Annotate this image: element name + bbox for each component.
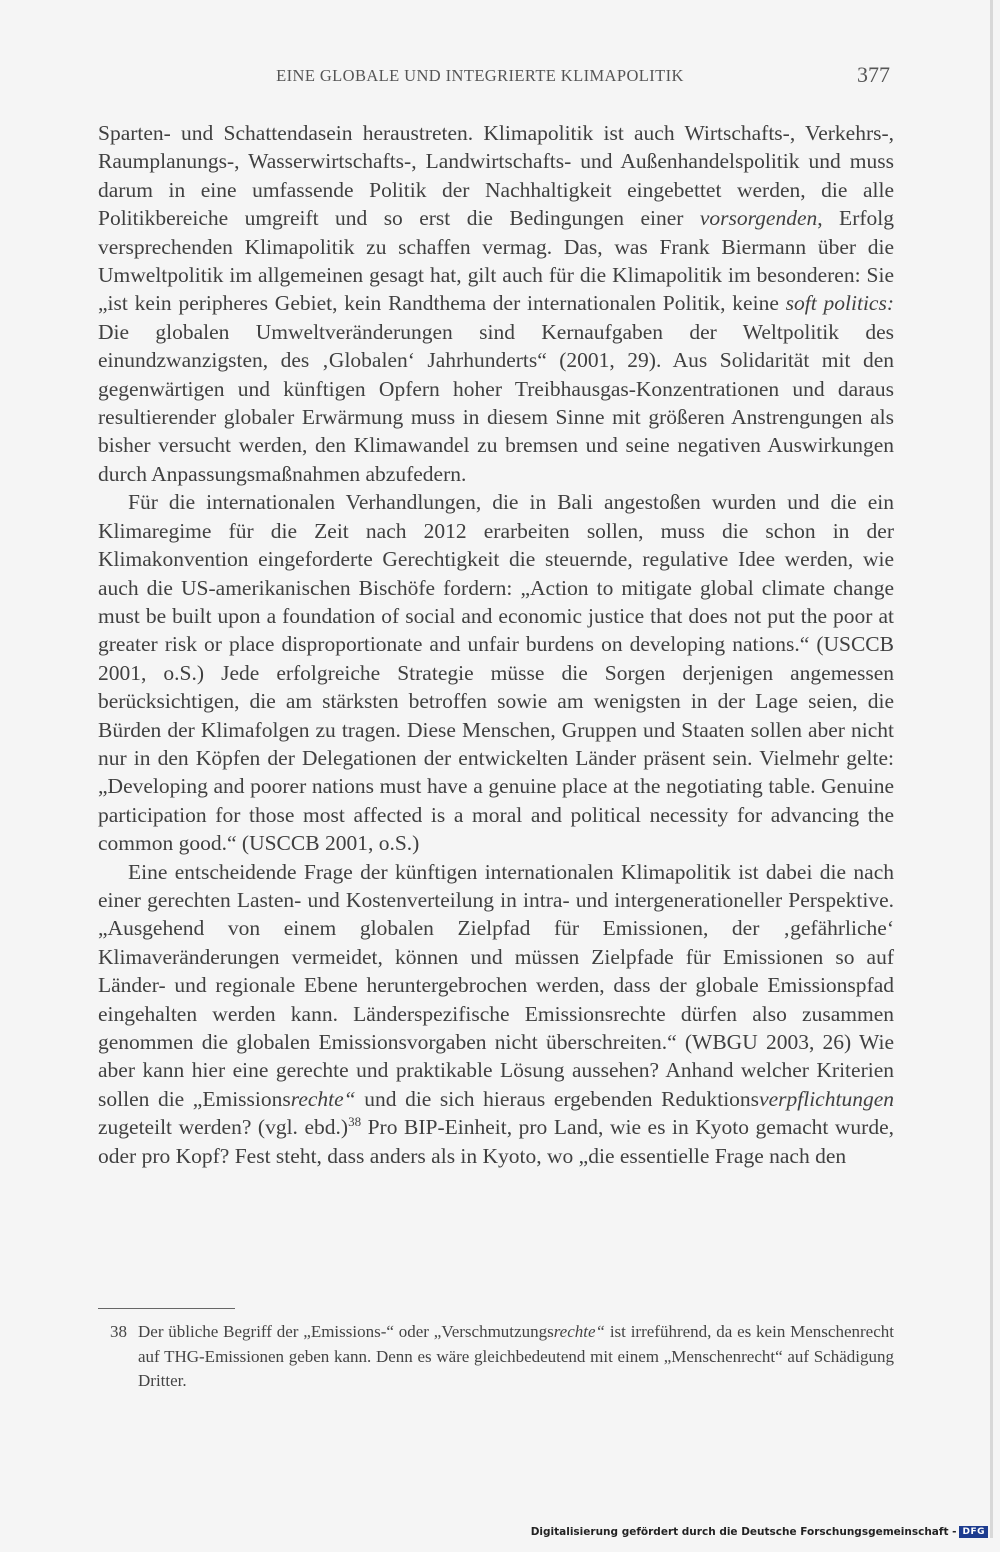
footnote-number: 38 [110,1322,127,1341]
footnote-text-a: Der übliche Begriff der „Emissions-“ oder „Verschmutzungs [138,1322,554,1341]
paragraph-3-emphasis-1: rechte“ [290,1086,356,1111]
footnote-text-b: ist irreführend, da es kein Menschenrecht auf THG-Emissionen geben kann. Denn es wäre gleichbedeutend mit einem „Menschenrecht“ auf Schädigung Dritter. [138,1322,894,1390]
page-number: 377 [857,62,890,87]
page-edge [990,0,993,1538]
paragraph-3-text-c: zugeteilt werden? (vgl. ebd.) [98,1115,349,1140]
footnote-emphasis: rechte“ [553,1322,605,1341]
paragraph-3-emphasis-2: verpflichtungen [759,1086,894,1111]
running-title: EINE GLOBALE UND INTEGRIERTE KLIMAPOLITIK [276,66,684,85]
footnote-reference[interactable]: 38 [348,1114,362,1130]
credit-text: Digitalisierung gefördert durch die Deutsche Forschungsgemeinschaft - [530,1526,957,1538]
footnote-text [110,1320,894,1394]
paragraph-1-text-b: , Erfolg versprechenden Klimapolitik zu schaffen vermag. Das, was Frank Biermann über die Umweltpolitik im allgemeinen gesagt hat, gilt auch für die Klimapolitik im besonderen: Sie „ist kein peripheres Gebiet, kein Randthema der internationalen Politik, keine [98,206,894,316]
footnote-divider [98,1308,235,1309]
paragraph-3 [98,858,894,1170]
main-text [98,119,894,1170]
paragraph-2: Für die internationalen Verhandlungen, die in Bali angestoßen wurden und die ein Klimaregime für die Zeit nach 2012 erarbeiten sollen, muss die schon in der Klimakonvention eingeforderte Gerechtigkeit die steuernde, regulative Idee werden, wie auch die US-amerikanischen Bischöfe fordern: „Action to mitigate global climate change must be built upon a foundation of social and economic justice that does not put the poor at greater risk or place disproportionate and unfair burdens on developing nations.“ (USCCB 2001, o.S.) Jede erfolgreiche Strategie müsse die Sorgen derjenigen angemessen berücksichtigen, die am stärksten betroffen sowie am wenigsten in der Lage seien, die Bürden der Klimafolgen zu tragen. Diese Menschen, Gruppen und Staaten sollen aber nicht nur in den Köpfen der Delegationen der entwickelten Länder präsent sein. Vielmehr gelte: „Developing and poorer nations must have a genuine place at the negotiating table. Genuine participation for those most affected is a moral and political necessity for advancing the common good.“ (USCCB 2001, o.S.) [98,490,894,856]
paragraph-1-text-a: Sparten- und Schattendasein heraustreten. Klimapolitik ist auch Wirtschafts-, Verkehrs-, Raumplanungs-, Wasserwirtschafts-, Landwirtschafts- und Außenhandelspolitik und muss darum in eine umfassende Politik der Nachhaltigkeit eingebettet werden, die alle Politikbereiche umgreift und so erst die Bedingungen einer [98,121,894,231]
digitization-credit [531,1526,988,1538]
paragraph-1 [98,119,894,488]
paragraph-3-text-b: und die sich hieraus ergebenden Reduktions [355,1086,760,1111]
paragraph-1-text-c: Die globalen Umweltveränderungen sind Kernaufgaben der Weltpolitik des einundzwanzigsten, des ‚Globalen‘ Jahrhunderts“ (2001, 29). Aus Solidarität mit den gegenwärtigen und künftigen Opfern hoher Treibhausgas-Konzentrationen und daraus resultierender globaler Erwärmung muss in diesem Sinne mit größeren Anstrengungen als bisher versucht werden, den Klimawandel zu bremsen und seine negativen Auswirkungen durch Anpassungsmaßnahmen abzufedern. [98,319,894,486]
dfg-logo: DFG [959,1526,988,1538]
paragraph-1-emphasis-1: vorsorgenden [699,206,818,231]
paragraph-3-text-a: Eine entscheidende Frage der künftigen internationalen Klimapolitik ist dabei die nach einer gerechten Lasten- und Kostenverteilung in intra- und intergenerationeller Perspektive. „Ausgehend von einem globalen Zielpfad für Emissionen, der ‚gefährliche‘ Klimaveränderungen vermeidet, können und müssen Zielpfade für Emissionen so auf Länder- und regionale Ebene heruntergebrochen werden, dass der globale Emissionspfad eingehalten werden kann. Länderspezifische Emissionsrechte dürfen also zusammen genommen die globalen Emissionsvorgaben nicht überschreiten.“ (WBGU 2003, 26) Wie aber kann hier eine gerechte und praktikable Lösung aussehen? Anhand welcher Kriterien sollen die „Emissions [98,859,894,1111]
footnote [110,1320,894,1394]
paragraph-3-text-d: Pro BIP-Einheit, pro Land, wie es in Kyoto gemacht wurde, oder pro Kopf? Fest steht, dass anders als in Kyoto, wo „die essentielle Frage nach den [98,1115,895,1168]
paragraph-1-emphasis-2: soft politics: [785,291,894,316]
